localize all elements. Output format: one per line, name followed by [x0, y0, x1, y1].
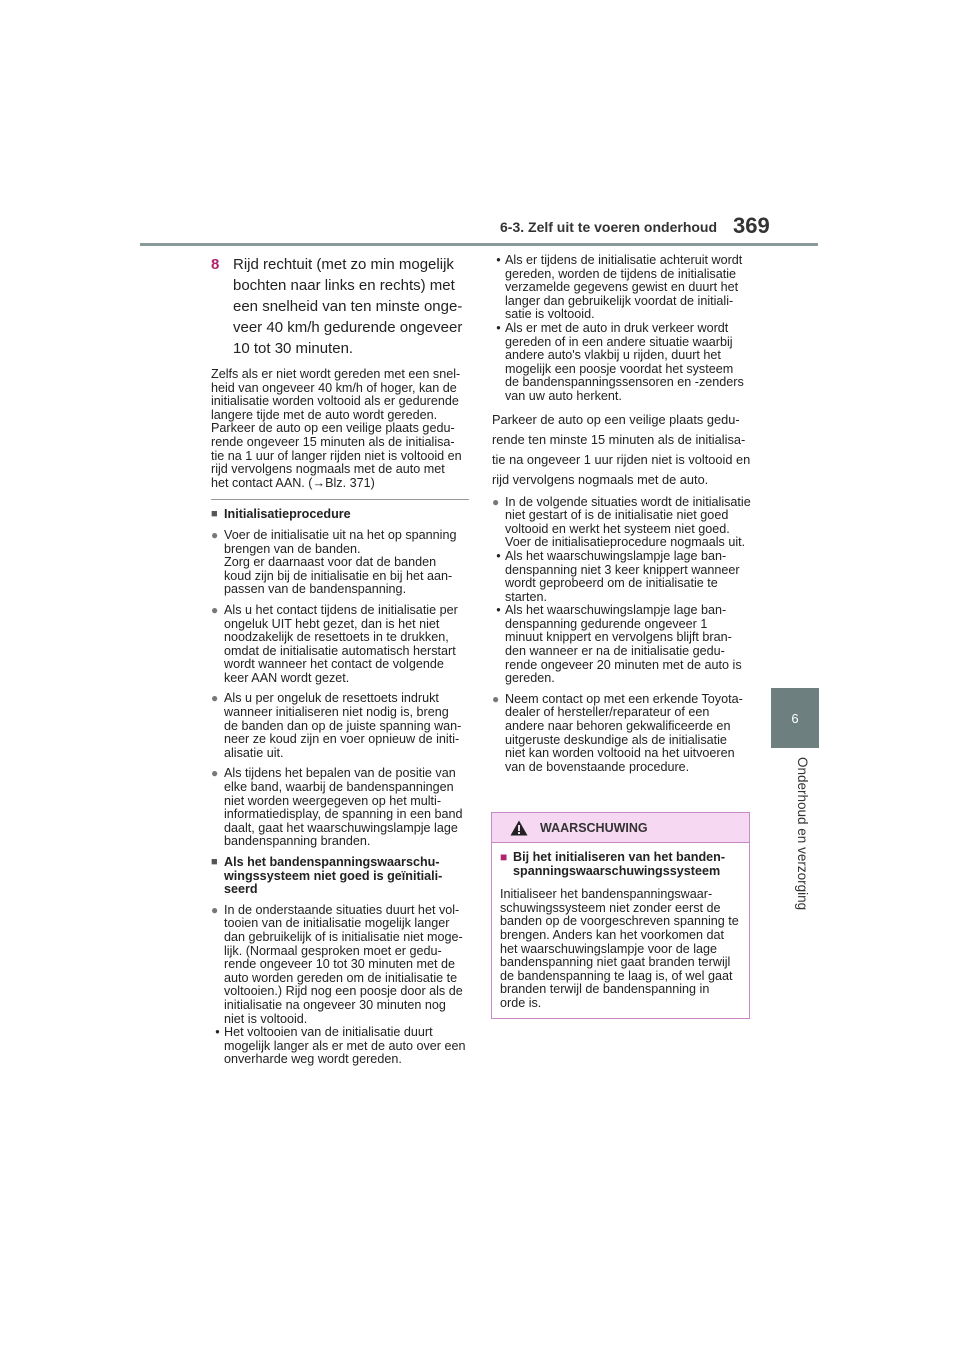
section-title: 6-3. Zelf uit te voeren onderhoud [500, 219, 718, 235]
dash-bullet-icon: • [496, 548, 501, 563]
circle-bullet-icon: ● [211, 527, 219, 542]
step-text: Rijd rechtuit (met zo min mogelijk bochten naar links en rechts) met een snelheid van ten minste onge- veer 40 km/h gedurende ongeveer 10 tot 30 minuten. [233, 256, 463, 357]
circle-bullet-icon: ● [492, 691, 500, 706]
square-bullet-icon: ■ [211, 856, 218, 868]
park-instruction: Parkeer de auto op een veilige plaats gedu- rende ten minste 15 minuten als de initialisa- tie na ongeveer 1 uur rijden niet is voltooid en rijd vervolgens nogmaals met de auto. [492, 411, 751, 487]
warning-triangle-icon [510, 820, 528, 836]
list-item: ● Voer de initialisatie uit na het op spanning brengen van de banden. Zorg er daarnaast voor dat de banden koud zijn bij de initialisatie en bij het aan- passen van de bandenspanning. [211, 527, 457, 597]
dash-bullet-icon: • [215, 1025, 220, 1040]
chapter-title: Onderhoud en verzorging [795, 757, 810, 911]
sub-list-item: • Als het waarschuwingslampje lage ban- denspanning gedurende ongeveer 1 minuut knippert en vervolgens blijft bran- den wanneer er na de initialisatie gedu- rende ongeveer 20 minuten met de auto is gereden. [492, 604, 752, 686]
chapter-tab [771, 688, 819, 748]
list-item: ● In de volgende situaties wordt de initialisatie niet gestart of is de initialisatie niet goed voltooid en werkt het systeem niet goed. Voer de initialisatieprocedure nogmaals uit. [492, 494, 751, 550]
sub-list-item: • Als er met de auto in druk verkeer wordt gereden of in een andere situatie waarbij andere auto's vlakbij u rijden, duurt het mogelijk een poosje voordat het systeem de bandenspanningssensoren en -zenders van uw auto herkent. [492, 322, 752, 404]
circle-bullet-icon: ● [211, 691, 219, 706]
circle-bullet-icon: ● [492, 494, 500, 509]
left-column [211, 254, 469, 1067]
sub-list-item: • Als het waarschuwingslampje lage ban- denspanning niet 3 keer knippert wanneer wordt geprobeerd om de initialisatie te starten. [492, 550, 752, 604]
warning-header [492, 813, 749, 843]
list-item: ● In de onderstaande situaties duurt het vol- tooien van de initialisatie mogelijk langer dan gebruikelijk of is initialisatie niet moge- lijk. (Normaal gesproken moet er gedu- rende ongeveer 10 tot 30 minuten met de auto worden gereden om de initialisatie te voltooien.) Rijd nog een poosje door als de initialisatie na ongeveer 30 minuten nog niet is voltooid. [211, 902, 463, 1026]
right-column [492, 254, 752, 781]
dash-bullet-icon: • [496, 320, 501, 335]
circle-bullet-icon: ● [211, 766, 219, 781]
warning-title: WAARSCHUWING [540, 820, 648, 835]
warning-body [492, 843, 749, 1011]
page-reference-link[interactable]: het contact AAN. (→Blz. 371) [211, 475, 375, 490]
header-divider [140, 243, 818, 246]
warning-text: Initialiseer het bandenspanningswaar- schuwingssysteem niet zonder eerst de banden op de voorgeschreven spanning te brengen. Anders kan het voorkomen dat het waarschuwingslampje voor de lage bandenspanning niet gaat branden terwijl de bandenspanning te laag is, of wel gaat branden terwijl de bandenspanning in orde is. [500, 887, 739, 1010]
step-note: Zelfs als er niet wordt gereden met een snel- heid van ongeveer 40 km/h of hoger, kan de initialisatie worden voltooid als er gedurende langere tijde met de auto wordt gereden. Parkeer de auto op een veilige plaats gedu- rende ongeveer 15 minuten als de initialisa- tie na 1 uur of langer rijden niet is voltooid en rijd vervolgens nogmaals met de auto met het contact AAN. (→Blz. 371) [211, 368, 469, 490]
section-divider [211, 499, 469, 500]
list-item: ● Neem contact op met een erkende Toyota- dealer of hersteller/reparateur of een andere naar behoren gekwalificeerde en uitgeruste deskundige als de initialisatie niet kan worden voltooid na het uitvoeren van de bovenstaande procedure. [492, 691, 743, 774]
list-item: ● Als u per ongeluk de resettoets indrukt wanneer initialiseren niet nodig is, breng de banden dan op de juiste spanning wan- neer ze koud zijn en voer opnieuw de initi- alisatie uit. [211, 691, 462, 760]
sub-list-item: • Het voltooien van de initialisatie duurt mogelijk langer als er met de auto over een onverharde weg wordt gereden. [211, 1026, 469, 1067]
chapter-number: 6 [791, 710, 799, 726]
square-bullet-icon: ■ [500, 850, 508, 864]
list-item: ● Als u het contact tijdens de initialisatie per ongeluk UIT hebt gezet, dan is het niet noodzakelijk de resettoets in te drukken, omdat de initialisatie automatisch herstart wordt wanneer het contact de volgende keer AAN wordt gezet. [211, 602, 458, 685]
sub-list-item: • Als er tijdens de initialisatie achteruit wordt gereden, worden de tijdens de initialisatie verzamelde gegevens gewist en duurt het langer dan gebruikelijk voordat de initiali- satie is voltooid. [492, 254, 752, 322]
list-item: ● Als tijdens het bepalen van de positie van elke band, waarbij de bandenspanningen niet worden weergegeven op het multi- informatiedisplay, de spanning in een band daalt, gaat het waarschuwingslampje lage bandenspanning branden. [211, 766, 463, 849]
step-number: 8 [211, 256, 220, 273]
heading-not-initialised: ■ Als het bandenspanningswaarschu- wingssysteem niet goed is geïnitiali- seerd [211, 855, 443, 897]
page-number: 369 [733, 213, 770, 238]
square-bullet-icon: ■ [211, 508, 218, 521]
dash-bullet-icon: • [496, 253, 501, 267]
warning-heading: ■ Bij het initialiseren van het banden- spanningswaarschuwingssysteem [500, 850, 726, 878]
circle-bullet-icon: ● [211, 902, 219, 917]
warning-box [491, 812, 750, 1019]
circle-bullet-icon: ● [211, 602, 219, 617]
heading-initialisatieprocedure: ■ Initialisatieprocedure [211, 507, 351, 522]
dash-bullet-icon: • [496, 603, 501, 618]
step-8 [211, 254, 469, 359]
